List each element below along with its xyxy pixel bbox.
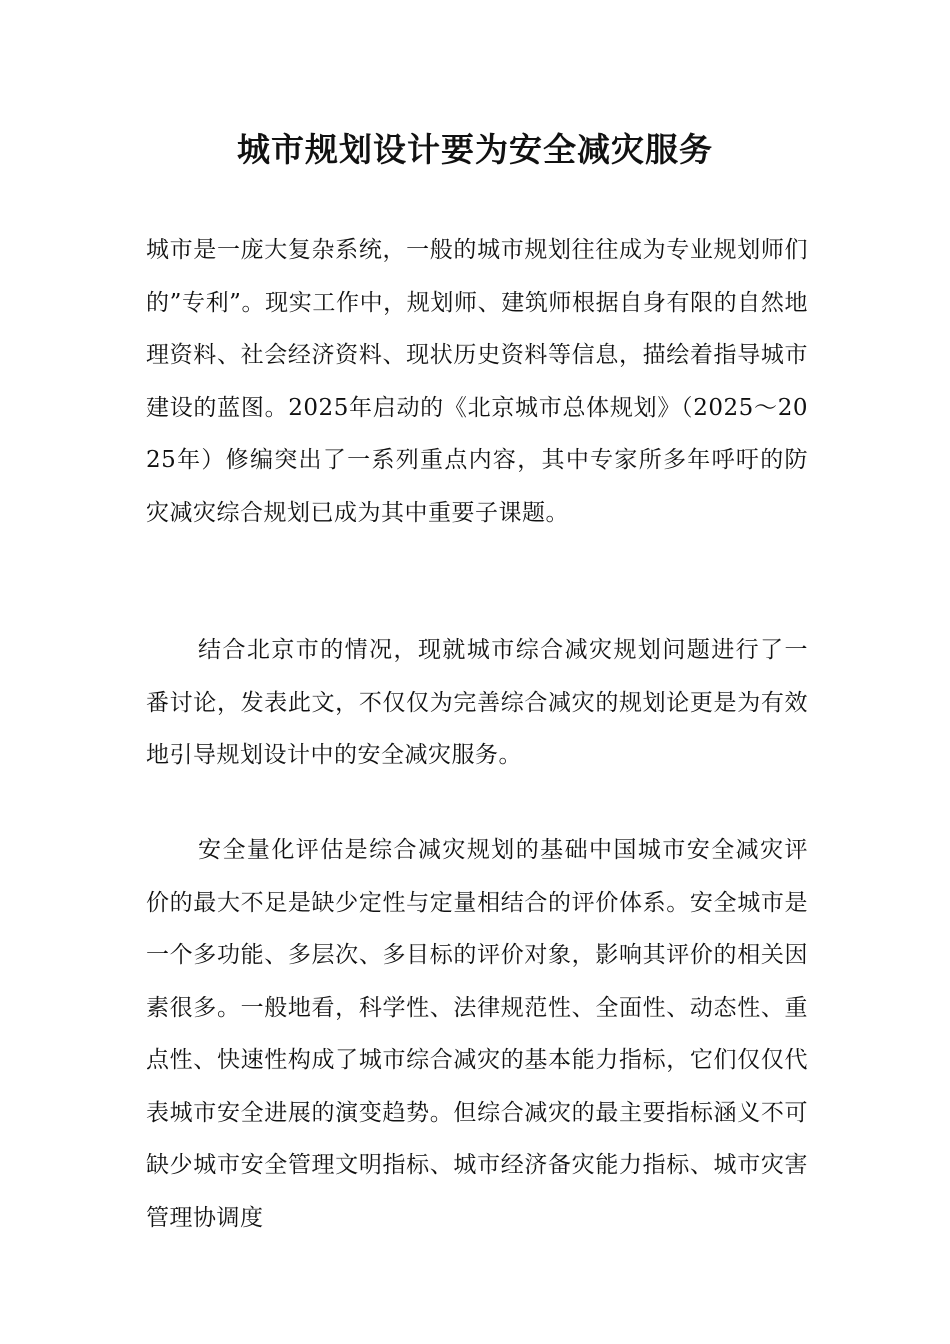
paragraph-3: 安全量化评估是综合减灾规划的基础中国城市安全减灾评价的最大不足是缺少定性与定量相结合的评价体系。安全城市是一个多功能、多层次、多目标的评价对象，影响其评价的相关因素很多。一般地看，科学性、法律规范性、全面性、动态性、重点性、快速性构成了城市综合减灾的基本能力指标，它们仅仅代表城市安全进展的演变趋势。但综合减灾的最主要指标涵义不可缺少城市安全管理文明指标、城市经济备灾能力指标、城市灾害管理协调度	[146, 837, 808, 1231]
paragraph-1: 城市是一庞大复杂系统，一般的城市规划往往成为专业规划师们的”专利”。现实工作中，规划师、建筑师根据自身有限的自然地理资料、社会经济资料、现状历史资料等信息，描绘着指导城市建设的蓝图。2025年启动的《北京城市总体规划》（2025～2025年）修编突出了一系列重点内容，其中专家所多年呼吁的防灾减灾综合规划已成为其中重要子课题。	[146, 237, 808, 526]
document-title: 城市规划设计要为安全减灾服务	[237, 130, 713, 169]
paragraph-2: 结合北京市的情况，现就城市综合减灾规划问题进行了一番讨论，发表此文，不仅仅为完善综合减灾的规划论更是为有效地引导规划设计中的安全减灾服务。	[146, 637, 808, 768]
